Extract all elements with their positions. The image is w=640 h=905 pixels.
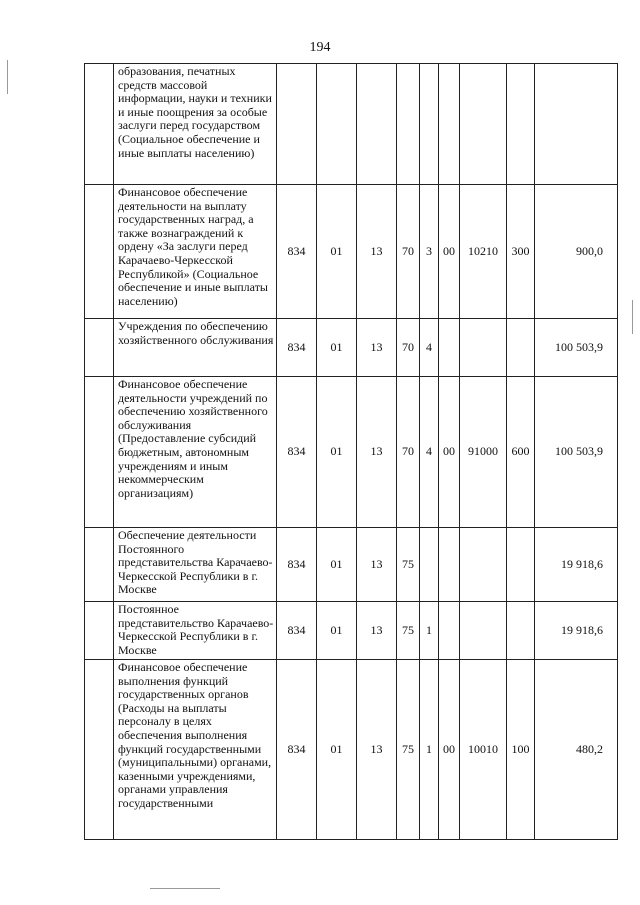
expense-name-cell: Постоянное представительство Карачаево-Черкесской Республики в г. Москве: [114, 602, 277, 660]
blank-cell: [85, 377, 114, 528]
vr-cell: [507, 528, 535, 602]
csr-event-cell: 00: [439, 660, 460, 840]
csr-program-cell: 75: [397, 660, 420, 840]
gr-cell: 834: [277, 528, 317, 602]
scan-mark-bottom: [150, 888, 220, 889]
rz-cell: 01: [317, 185, 357, 319]
vr-cell: 600: [507, 377, 535, 528]
csr-program-cell: 75: [397, 528, 420, 602]
table-row: [85, 64, 618, 185]
csr-subprogram-cell: [420, 64, 439, 185]
csr-direction-cell: [460, 602, 507, 660]
expense-name-cell: образования, печатных средств массовой информации, науки и техники и иные поощрения за особые заслуги перед государством (Социальное обеспечение и иные выплаты населению): [114, 64, 277, 185]
gr-cell: [277, 64, 317, 185]
gr-cell: 834: [277, 319, 317, 377]
amount-cell: [535, 64, 618, 185]
rz-cell: [317, 64, 357, 185]
csr-event-cell: [439, 319, 460, 377]
gr-cell: 834: [277, 602, 317, 660]
csr-event-cell: 00: [439, 377, 460, 528]
budget-table: [84, 63, 618, 840]
csr-event-cell: [439, 64, 460, 185]
blank-cell: [85, 602, 114, 660]
csr-direction-cell: 91000: [460, 377, 507, 528]
csr-program-cell: 70: [397, 377, 420, 528]
pr-cell: 13: [357, 660, 397, 840]
expense-name-cell: Финансовое обеспечение выполнения функций государственных органов (Расходы на выплаты персоналу в целях обеспечения выполнения функций государственными (муниципальными) органами, казенными учреждениями, органами управления государственными: [114, 660, 277, 840]
gr-cell: 834: [277, 185, 317, 319]
csr-direction-cell: 10010: [460, 660, 507, 840]
expense-name-cell: Учреждения по обеспечению хозяйственного обслуживания: [114, 319, 277, 377]
vr-cell: 100: [507, 660, 535, 840]
blank-cell: [85, 319, 114, 377]
table-row: [85, 185, 618, 319]
csr-subprogram-cell: [420, 528, 439, 602]
csr-direction-cell: [460, 528, 507, 602]
rz-cell: 01: [317, 660, 357, 840]
csr-subprogram-cell: 3: [420, 185, 439, 319]
amount-cell: 19 918,6: [535, 602, 618, 660]
csr-program-cell: 70: [397, 185, 420, 319]
csr-program-cell: 70: [397, 319, 420, 377]
gr-cell: 834: [277, 660, 317, 840]
blank-cell: [85, 185, 114, 319]
csr-event-cell: 00: [439, 185, 460, 319]
csr-subprogram-cell: 4: [420, 377, 439, 528]
pr-cell: 13: [357, 377, 397, 528]
table-row: [85, 377, 618, 528]
csr-event-cell: [439, 528, 460, 602]
table-row: [85, 528, 618, 602]
vr-cell: [507, 319, 535, 377]
csr-program-cell: [397, 64, 420, 185]
amount-cell: 900,0: [535, 185, 618, 319]
expense-name-cell: Финансовое обеспечение деятельности учреждений по обеспечению хозяйственного обслуживания (Предоставление субсидий бюджетным, автономным учреждениям и иным некоммерческим организациям): [114, 377, 277, 528]
gr-cell: 834: [277, 377, 317, 528]
csr-direction-cell: 10210: [460, 185, 507, 319]
blank-cell: [85, 64, 114, 185]
pr-cell: 13: [357, 185, 397, 319]
amount-cell: 100 503,9: [535, 377, 618, 528]
scan-mark-left: [7, 60, 8, 94]
pr-cell: [357, 64, 397, 185]
vr-cell: [507, 64, 535, 185]
table-row: [85, 660, 618, 840]
expense-name-cell: Финансовое обеспечение деятельности на выплату государственных наград, а также вознаграждений к ордену «За заслуги перед Карачаево-Черкесской Республикой» (Социальное обеспечение и иные выплаты населению): [114, 185, 277, 319]
scan-mark-right: [632, 300, 633, 334]
csr-subprogram-cell: 1: [420, 602, 439, 660]
vr-cell: 300: [507, 185, 535, 319]
blank-cell: [85, 660, 114, 840]
amount-cell: 19 918,6: [535, 528, 618, 602]
amount-cell: 480,2: [535, 660, 618, 840]
table-row: [85, 319, 618, 377]
csr-program-cell: 75: [397, 602, 420, 660]
csr-subprogram-cell: 1: [420, 660, 439, 840]
pr-cell: 13: [357, 319, 397, 377]
blank-cell: [85, 528, 114, 602]
pr-cell: 13: [357, 602, 397, 660]
page-number: 194: [309, 40, 331, 55]
vr-cell: [507, 602, 535, 660]
rz-cell: 01: [317, 377, 357, 528]
table-row: [85, 602, 618, 660]
csr-subprogram-cell: 4: [420, 319, 439, 377]
csr-event-cell: [439, 602, 460, 660]
rz-cell: 01: [317, 602, 357, 660]
rz-cell: 01: [317, 528, 357, 602]
pr-cell: 13: [357, 528, 397, 602]
rz-cell: 01: [317, 319, 357, 377]
csr-direction-cell: [460, 319, 507, 377]
csr-direction-cell: [460, 64, 507, 185]
amount-cell: 100 503,9: [535, 319, 618, 377]
expense-name-cell: Обеспечение деятельности Постоянного представительства Карачаево-Черкесской Республики в г. Москве: [114, 528, 277, 602]
